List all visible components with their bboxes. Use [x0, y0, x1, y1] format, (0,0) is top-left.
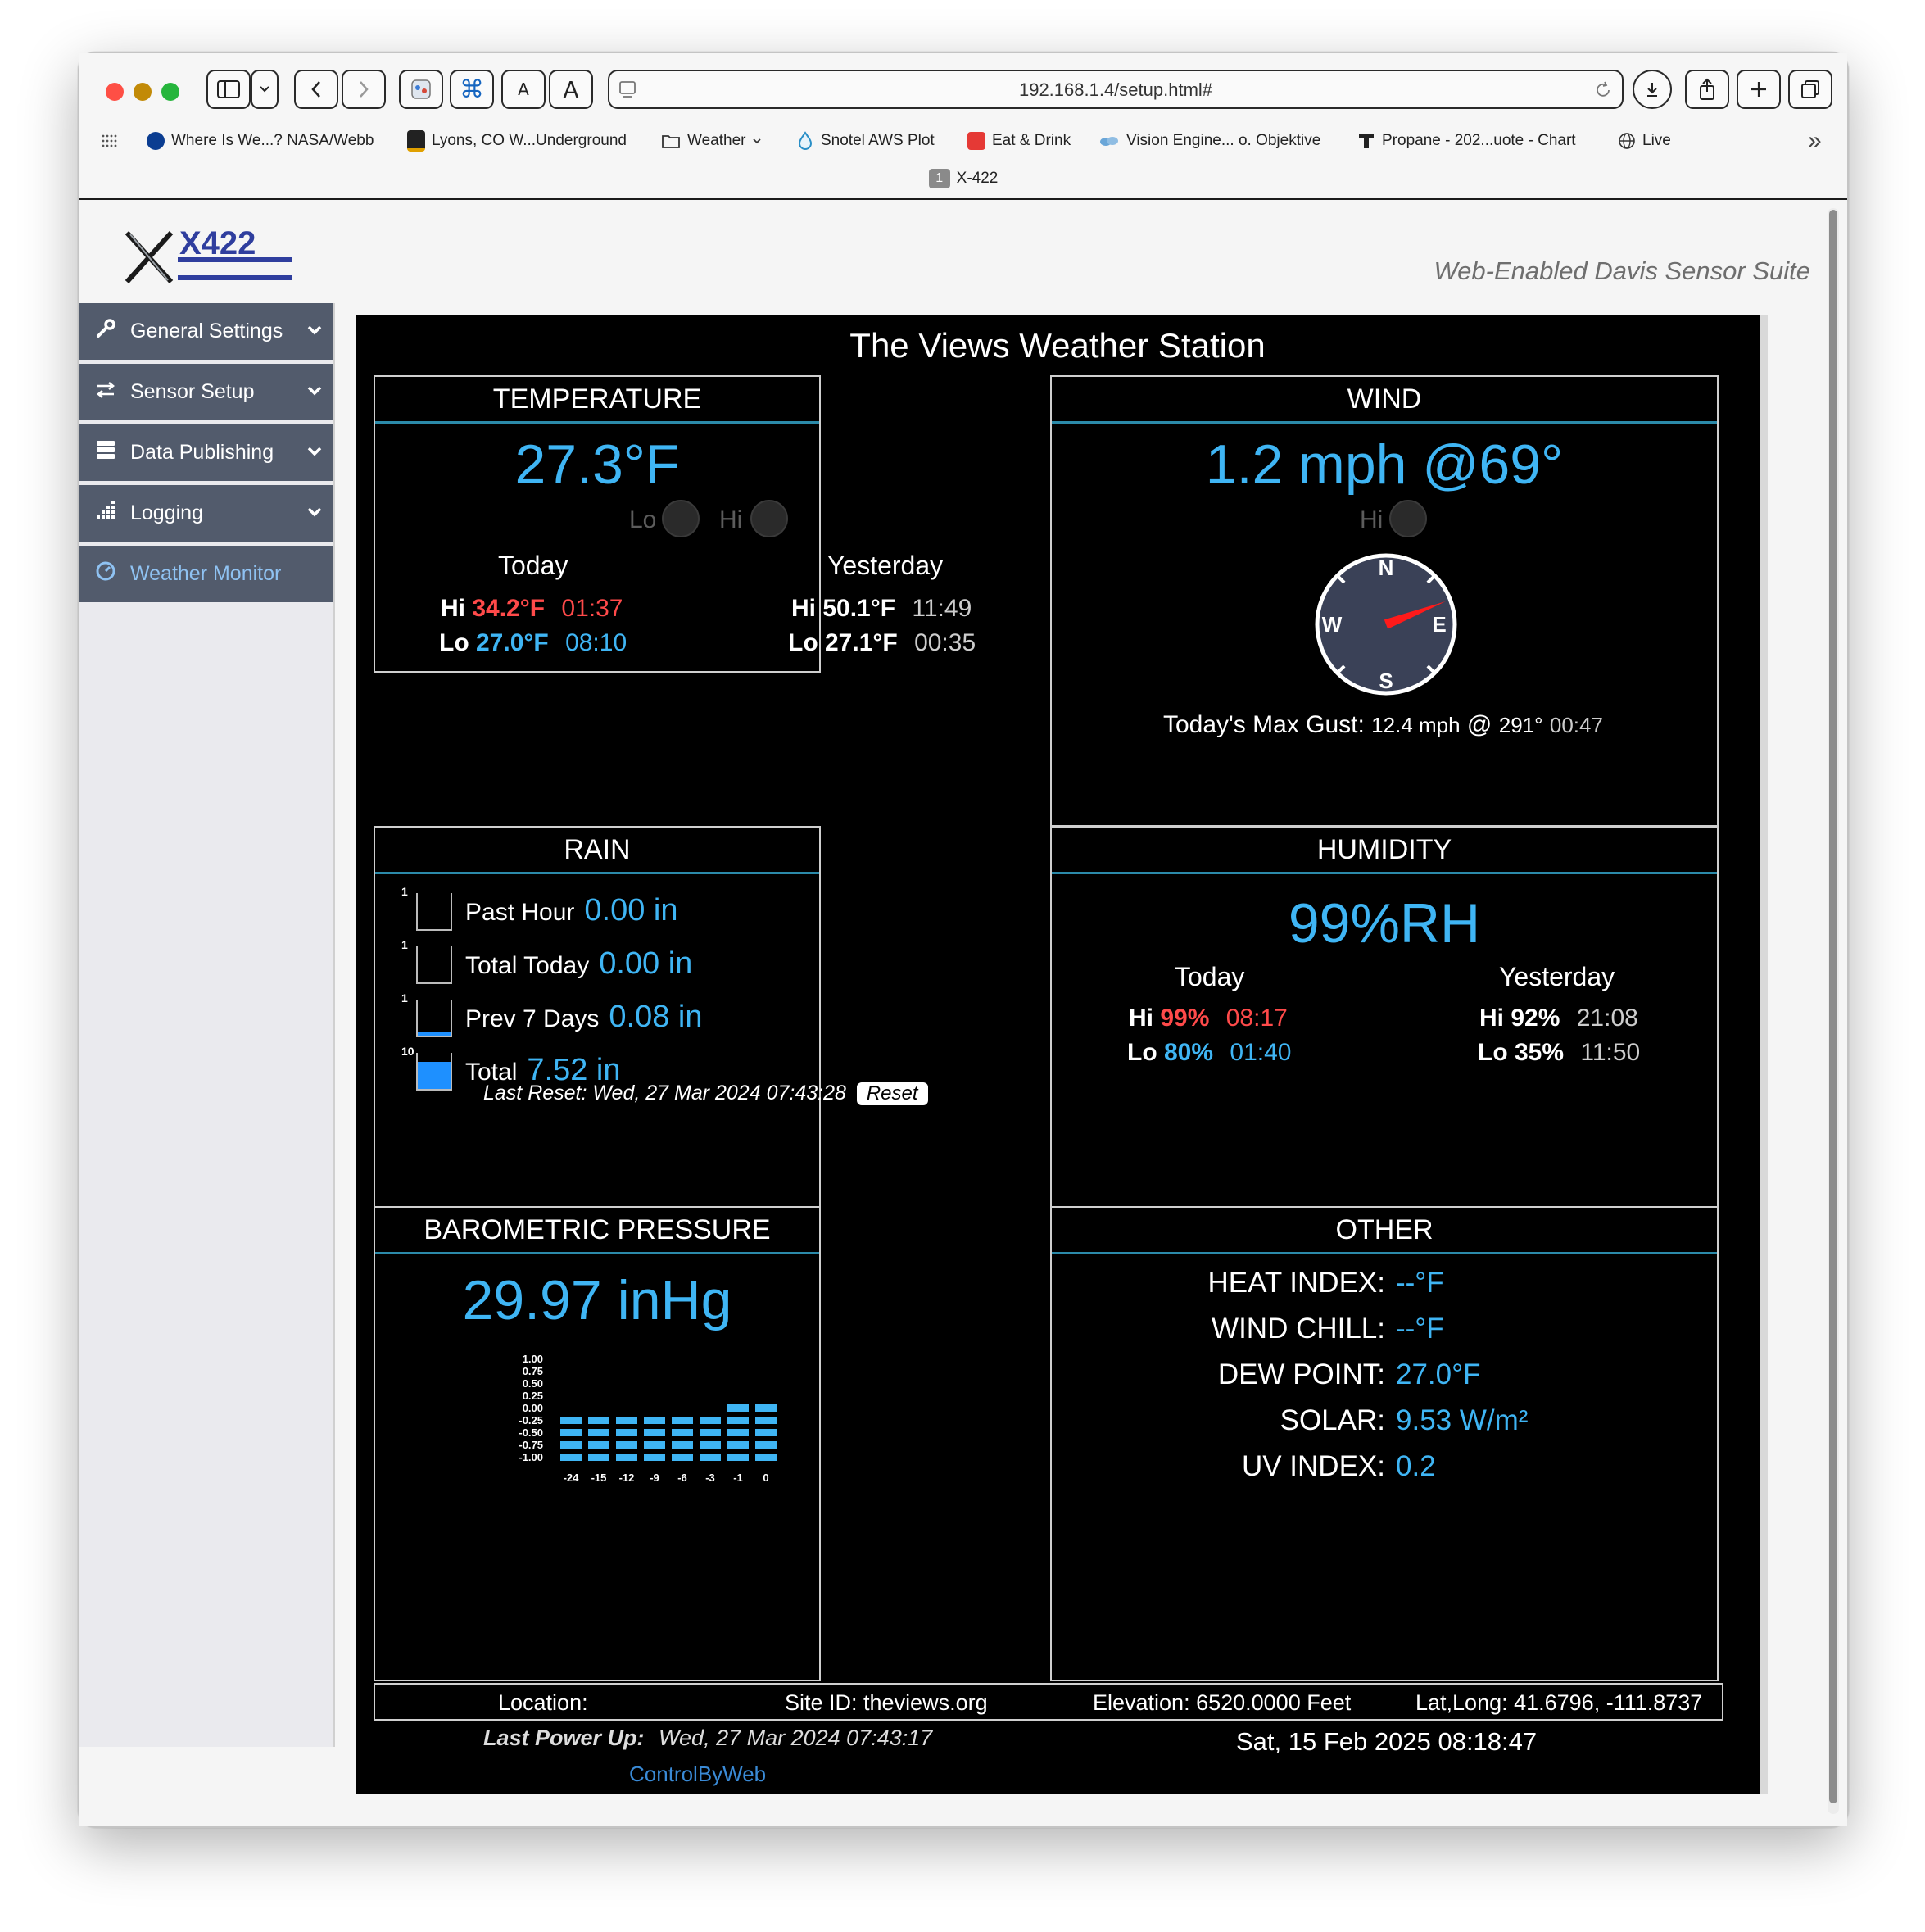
other-value: 0.2: [1396, 1450, 1436, 1482]
pressure-bar-segment: [672, 1441, 693, 1449]
chevron-down-icon: [306, 442, 324, 460]
last-reset-value: Wed, 27 Mar 2024 07:43:28: [592, 1082, 846, 1104]
rain-panel: [374, 826, 918, 1208]
bookmark-label: Live: [1642, 132, 1671, 149]
other-label: DEW POINT:: [1217, 1358, 1385, 1390]
sidebar-icon: [216, 79, 241, 99]
pressure-bar-segment: [560, 1454, 582, 1461]
pressure-bar-segment: [755, 1417, 777, 1424]
lo-tag: Lo: [1478, 1039, 1508, 1066]
rain-label: Past Hour: [465, 899, 575, 926]
text-smaller-label: A: [518, 79, 529, 99]
arrows-icon: [94, 379, 117, 405]
bookmark-vision-engine[interactable]: [1098, 129, 1320, 153]
pressure-bar-segment: [616, 1429, 637, 1436]
downloads-button[interactable]: [1633, 70, 1672, 109]
gauge-fill: [418, 1062, 451, 1089]
x-tick-label: -15: [591, 1472, 607, 1484]
lo-tag: Lo: [788, 629, 818, 656]
gust-label: Today's Max Gust:: [1163, 711, 1365, 738]
pressure-panel: [374, 1206, 821, 1681]
sidebar-item-label: Logging: [130, 501, 203, 524]
pressure-bar-segment: [588, 1441, 609, 1449]
today-lo-value: 80%: [1164, 1039, 1214, 1066]
pressure-bar-segment: [727, 1429, 749, 1436]
humidity-panel: [1050, 826, 1719, 1208]
pressure-bar-segment: [644, 1441, 665, 1449]
reload-icon[interactable]: [1594, 81, 1612, 99]
sidebar-item-label: Sensor Setup: [130, 380, 255, 403]
lo-label: Lo: [629, 506, 657, 533]
pressure-bar-segment: [588, 1429, 609, 1436]
pressure-bar-segment: [672, 1417, 693, 1424]
tab-title: X-422: [956, 170, 999, 188]
pressure-bar-segment: [700, 1454, 721, 1461]
x422-logo: [120, 226, 301, 293]
panel-title: OTHER: [1052, 1208, 1717, 1254]
sidebar-item-general-settings[interactable]: [79, 303, 333, 362]
x-tick-label: -12: [618, 1472, 635, 1484]
hi-label: Hi: [719, 506, 743, 533]
rain-row-text: [465, 893, 677, 928]
sidebar-item-label: Weather Monitor: [130, 562, 282, 585]
last-power-value: Wed, 27 Mar 2024 07:43:17: [659, 1726, 933, 1750]
x-tick-label: -3: [705, 1472, 715, 1484]
yesterday-lo-row: [1478, 1039, 1640, 1067]
wind-hi-label: Hi: [1360, 506, 1384, 533]
yesterday-hi-time: 21:08: [1576, 1005, 1638, 1032]
compass-s: S: [1379, 669, 1393, 693]
station-title: The Views Weather Station: [849, 326, 1266, 365]
extension-button[interactable]: [399, 70, 443, 109]
today-hi-value: 99%: [1160, 1005, 1210, 1032]
other-value: --°F: [1396, 1313, 1444, 1345]
lo-indicator: [662, 500, 700, 537]
globe-icon: [1618, 132, 1636, 150]
current-pressure: 29.97 inHg: [462, 1269, 732, 1331]
yesterday-hi-value: 92%: [1511, 1005, 1560, 1032]
bookmark-label: Weather: [687, 132, 746, 149]
y-tick-label: 0.50: [522, 1377, 543, 1390]
rain-gauge: [401, 885, 452, 931]
today-lo-time: 08:10: [565, 629, 627, 656]
rain-label: Total: [465, 1059, 518, 1086]
other-value: 9.53 W/m²: [1396, 1404, 1529, 1436]
bookmark-label: Lyons, CO W...Underground: [432, 132, 627, 149]
today-label: Today: [1175, 962, 1245, 991]
wind-hi-indicator: [1389, 500, 1427, 537]
sidebar-item-label: Data Publishing: [130, 441, 274, 464]
gauge-fill: [418, 1032, 451, 1036]
rain-value: 0.00 in: [599, 946, 693, 981]
new-tab-button[interactable]: [1737, 70, 1781, 109]
gauge-icon: [94, 560, 117, 587]
extension-icon: [410, 78, 433, 101]
wind-speed: 1.2 mph: [1205, 433, 1407, 496]
yesterday-label: Yesterday: [1499, 962, 1615, 991]
url-text: 192.168.1.4/setup.html#: [1018, 79, 1213, 100]
pressure-bar-segment: [727, 1417, 749, 1424]
hi-tag: Hi: [1479, 1005, 1504, 1032]
text-larger-label: A: [563, 75, 579, 103]
today-hi-value: 34.2°F: [472, 595, 546, 622]
current-wind: [1052, 433, 1717, 497]
last-reset-row: [483, 1082, 928, 1105]
hi-tag: Hi: [791, 595, 816, 622]
scrollbar-thumb[interactable]: [1829, 210, 1837, 1803]
yesterday-label: Yesterday: [827, 551, 944, 580]
pressure-bar-segment: [755, 1404, 777, 1412]
plus-icon: [1749, 79, 1769, 99]
pressure-bar-segment: [700, 1441, 721, 1449]
pressure-bar-segment: [700, 1417, 721, 1424]
pressure-bar-segment: [644, 1454, 665, 1461]
rain-gauge: [401, 1045, 452, 1091]
pressure-bar-segment: [560, 1429, 582, 1436]
logging-icon: [94, 501, 117, 526]
zoom-window-button[interactable]: [161, 83, 179, 101]
bookmark-eat-drink[interactable]: [967, 129, 1071, 153]
folder-icon: [661, 133, 681, 149]
current-humidity: 99%RH: [1288, 892, 1481, 955]
browser-toolbar: [79, 53, 1847, 199]
pressure-bar-segment: [700, 1429, 721, 1436]
panel-title: RAIN: [375, 828, 819, 874]
rain-label: Prev 7 Days: [465, 1005, 600, 1032]
forward-button[interactable]: [342, 70, 386, 109]
gust-at: @: [1466, 711, 1492, 738]
pressure-bar-segment: [672, 1429, 693, 1436]
address-bar[interactable]: [608, 70, 1624, 109]
yesterday-lo-value: 35%: [1515, 1039, 1565, 1066]
bookmark-label: Vision Engine... o. Objektive: [1126, 132, 1321, 149]
pressure-bar-segment: [755, 1454, 777, 1461]
chevron-down-icon: [306, 503, 324, 521]
pressure-bar-segment: [616, 1417, 637, 1424]
today-lo-row: [1127, 1039, 1291, 1067]
today-hi-row: [1129, 1005, 1288, 1032]
chevron-down-icon: [306, 382, 324, 400]
hi-tag: Hi: [1129, 1005, 1153, 1032]
y-tick-label: 0.00: [522, 1402, 543, 1414]
elevation: Elevation: 6520.0000 Feet: [1093, 1690, 1352, 1715]
sidebar-menu-button[interactable]: [251, 70, 279, 109]
compass-e: E: [1432, 612, 1447, 637]
wind-compass: [1312, 551, 1460, 698]
gauge-scale-label: 1: [401, 885, 408, 898]
yesterday-hi-row: [1479, 1005, 1638, 1032]
overflow-icon: »: [1808, 127, 1822, 154]
minimize-window-button[interactable]: [134, 83, 152, 101]
today-lo-time: 01:40: [1230, 1039, 1292, 1066]
rain-row-text: [465, 1000, 702, 1035]
tab-x422[interactable]: [79, 169, 1847, 188]
other-label: UV INDEX:: [1241, 1450, 1385, 1482]
tagline: Web-Enabled Davis Sensor Suite: [1434, 256, 1810, 285]
x-tick-label: -9: [650, 1472, 659, 1484]
today-hi-time: 01:37: [561, 595, 623, 622]
bookmark-nasa[interactable]: [147, 129, 374, 153]
compass-w: W: [1321, 612, 1343, 637]
pressure-bar-segment: [755, 1441, 777, 1449]
chevron-down-icon: [259, 85, 270, 93]
other-label: HEAT INDEX:: [1207, 1267, 1385, 1299]
bookmark-label: Eat & Drink: [992, 132, 1071, 149]
cloud-icon: [1098, 134, 1120, 147]
text-smaller-button[interactable]: [501, 70, 546, 109]
sidebar-item-sensor-setup[interactable]: [79, 364, 333, 423]
chevron-left-icon: [310, 79, 323, 99]
weather-station-panel: [356, 315, 1768, 1794]
nasa-icon: [147, 132, 165, 150]
command-icon: ⌘: [460, 75, 484, 104]
sidebar-item-data-publishing[interactable]: [79, 424, 333, 483]
y-tick-label: 1.00: [522, 1353, 543, 1365]
gust-direction: 291°: [1498, 713, 1543, 737]
bookmark-snotel[interactable]: [796, 129, 935, 153]
sidebar-toggle-button[interactable]: [206, 70, 251, 109]
other-label: WIND CHILL:: [1212, 1313, 1385, 1345]
propane-icon: [1357, 132, 1375, 150]
panel-title: BAROMETRIC PRESSURE: [375, 1208, 819, 1254]
pressure-bar-segment: [588, 1454, 609, 1461]
hi-tag: Hi: [441, 595, 465, 622]
server-icon: [94, 440, 117, 465]
site-id: Site ID: theviews.org: [785, 1690, 988, 1715]
chevron-down-icon: [306, 321, 324, 339]
pressure-bar-segment: [560, 1417, 582, 1424]
water-drop-icon: [796, 131, 814, 151]
wind-panel: [1050, 375, 1719, 827]
x-tick-label: -6: [677, 1472, 687, 1484]
sidebar-item-label: General Settings: [130, 320, 283, 342]
rain-gauge: [401, 991, 452, 1037]
y-tick-label: 0.75: [522, 1365, 543, 1377]
pressure-trend-chart: [506, 1347, 769, 1544]
chevron-right-icon: [357, 79, 370, 99]
bookmark-label: Where Is We...? NASA/Webb: [171, 132, 374, 149]
pressure-bar-segment: [588, 1417, 609, 1424]
yesterday-hi-value: 50.1°F: [822, 595, 896, 622]
gust-time: 00:47: [1549, 713, 1603, 737]
y-tick-label: -0.75: [519, 1439, 543, 1451]
rain-label: Total Today: [465, 952, 590, 979]
lo-tag: Lo: [439, 629, 469, 656]
rain-value: 0.00 in: [584, 893, 678, 927]
pressure-bar-segment: [727, 1441, 749, 1449]
share-button[interactable]: [1685, 70, 1729, 109]
x-tick-label: -24: [563, 1472, 579, 1484]
rain-value: 0.08 in: [609, 1000, 703, 1034]
gauge-scale-label: 10: [401, 1045, 414, 1058]
rain-row-text: [465, 946, 692, 982]
lat-long: Lat,Long: 41.6796, -111.8737: [1415, 1690, 1703, 1715]
rain-gauge: [401, 938, 452, 984]
x-tick-label: 0: [763, 1472, 769, 1484]
rain-value: 7.52 in: [527, 1053, 621, 1087]
bookmark-label: Propane - 202...uote - Chart: [1382, 132, 1576, 149]
wind-at: @: [1422, 433, 1479, 496]
tab-badge: 1: [929, 169, 950, 188]
yesterday-hi-row: [791, 595, 972, 623]
y-tick-label: -0.25: [519, 1414, 543, 1426]
today-hi-row: [441, 595, 623, 623]
controlbyweb-link[interactable]: ControlByWeb: [629, 1762, 767, 1786]
yesterday-lo-time: 00:35: [914, 629, 976, 656]
temperature-panel: [374, 375, 976, 673]
close-window-button[interactable]: [106, 83, 124, 101]
bookmarks-overflow-button[interactable]: [1808, 129, 1822, 153]
pressure-bar-segment: [616, 1454, 637, 1461]
max-gust-row: [1163, 711, 1603, 739]
bookmark-label: Snotel AWS Plot: [821, 132, 935, 149]
bookmark-live[interactable]: [1618, 129, 1671, 153]
other-value: 27.0°F: [1396, 1358, 1481, 1390]
pressure-bar-segment: [644, 1429, 665, 1436]
y-tick-label: 0.25: [522, 1390, 543, 1402]
wrench-icon: [94, 318, 117, 345]
y-tick-label: -0.50: [519, 1426, 543, 1439]
share-icon: [1697, 78, 1717, 101]
other-panel: [1050, 1206, 1719, 1681]
current-datetime: Sat, 15 Feb 2025 08:18:47: [1236, 1727, 1538, 1756]
pressure-bar-segment: [672, 1454, 693, 1461]
bookmark-propane[interactable]: [1357, 129, 1576, 153]
text-larger-button[interactable]: [549, 70, 593, 109]
bookmark-wunderground[interactable]: [407, 129, 627, 153]
yesterday-hi-time: 11:49: [912, 595, 972, 622]
other-label: SOLAR:: [1280, 1404, 1385, 1436]
sidebar-item-weather-monitor[interactable]: [79, 546, 333, 605]
location-label: Location:: [498, 1690, 588, 1715]
back-button[interactable]: [294, 70, 338, 109]
pressure-bar-segment: [755, 1429, 777, 1436]
x-tick-label: -1: [733, 1472, 743, 1484]
gauge-scale-label: 1: [401, 938, 408, 951]
today-hi-time: 08:17: [1225, 1005, 1288, 1032]
command-button[interactable]: [450, 70, 494, 109]
wind-direction: 69°: [1479, 433, 1564, 496]
pressure-bar-segment: [560, 1441, 582, 1449]
yesterday-lo-value: 27.1°F: [825, 629, 898, 656]
compass-n: N: [1378, 556, 1394, 580]
last-power-label: Last Power Up:: [483, 1726, 645, 1750]
pressure-bar-segment: [727, 1404, 749, 1412]
last-power-up-row: [483, 1726, 932, 1751]
gauge-scale-label: 1: [401, 991, 408, 1005]
wunderground-icon: [407, 130, 425, 152]
panel-title: HUMIDITY: [1052, 828, 1717, 874]
gust-speed: 12.4 mph: [1371, 713, 1461, 737]
apps-grid-button[interactable]: [101, 129, 117, 153]
yesterday-lo-time: 11:50: [1580, 1039, 1641, 1066]
pressure-bar-segment: [616, 1441, 637, 1449]
download-icon: [1642, 79, 1662, 99]
panel-title: TEMPERATURE: [375, 377, 819, 424]
lo-tag: Lo: [1127, 1039, 1157, 1066]
sidebar: [79, 303, 335, 1747]
sidebar-divider: [333, 303, 335, 1747]
tab-overview-button[interactable]: [1788, 70, 1832, 109]
y-tick-label: -1.00: [519, 1451, 543, 1463]
grid-icon: [101, 133, 117, 149]
today-lo-value: 27.0°F: [476, 629, 549, 656]
station-info-bar: [374, 1683, 1723, 1721]
page-content: [79, 200, 1847, 1826]
tabs-icon: [1800, 79, 1821, 100]
panel-title: WIND: [1052, 377, 1717, 424]
last-reset-label: Last Reset:: [483, 1082, 587, 1104]
bookmark-weather-folder[interactable]: [661, 129, 762, 153]
reset-button[interactable]: Reset: [857, 1082, 928, 1105]
other-value: --°F: [1396, 1267, 1444, 1299]
pressure-bar-segment: [644, 1417, 665, 1424]
eat-drink-icon: [967, 132, 985, 150]
browser-window: [78, 52, 1849, 1828]
today-label: Today: [498, 551, 568, 580]
hi-indicator: [750, 500, 788, 537]
today-lo-row: [439, 629, 627, 657]
logo-text: X422: [179, 225, 256, 261]
current-temperature: 27.3°F: [514, 433, 680, 496]
pressure-bar-segment: [727, 1454, 749, 1461]
sidebar-item-logging[interactable]: [79, 485, 333, 544]
yesterday-lo-row: [788, 629, 976, 657]
chevron-down-icon: [752, 138, 762, 144]
